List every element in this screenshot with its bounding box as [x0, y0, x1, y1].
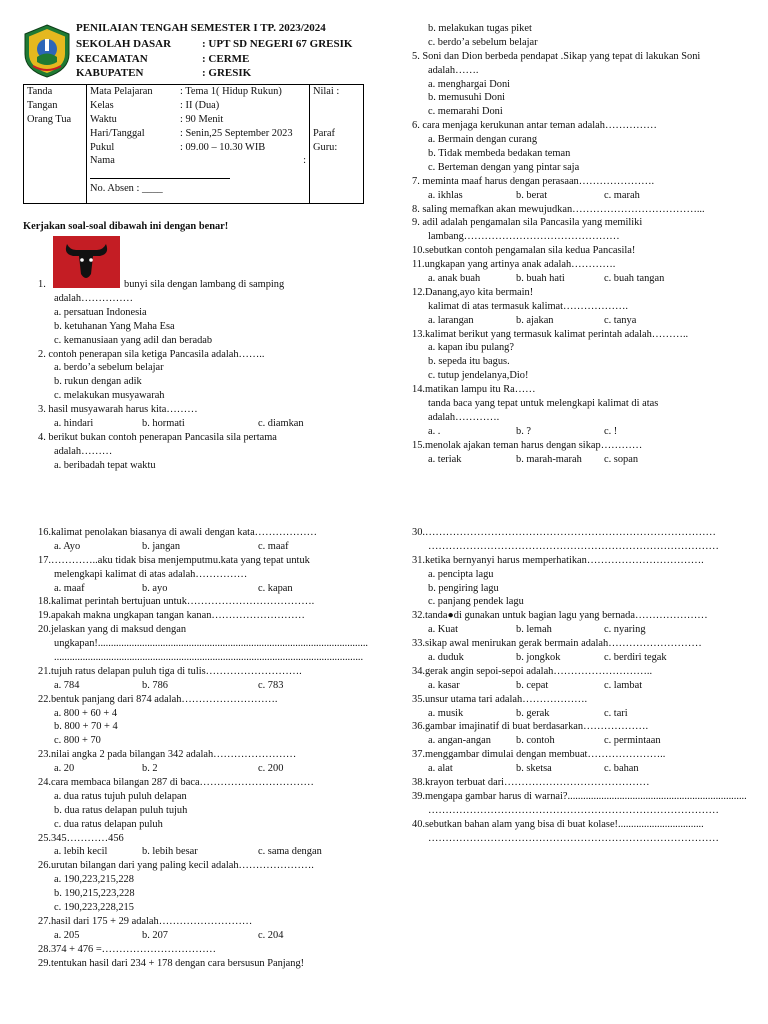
page2-left-column [38, 526, 368, 971]
answer-option: adalah……. [428, 64, 479, 76]
parent-signature-cell [24, 85, 87, 204]
detail-label: Nama [90, 155, 115, 167]
answer-option: c. sama dengan [258, 846, 322, 858]
answer-options-row [412, 623, 752, 637]
question-1-block [38, 292, 368, 473]
answer-option: c. diamkan [258, 418, 304, 430]
question-text: 23.nilai angka 2 pada bilangan 342 adalah…………………… [38, 749, 297, 761]
answer-option: c. bahan [604, 763, 639, 775]
answer-option: b. buah hati [516, 273, 565, 285]
question-text: 35.unsur utama tari adalah………………. [412, 693, 588, 705]
answer-option: a. Kuat [428, 624, 459, 636]
answer-option: c. sopan [604, 453, 639, 465]
answer-option: c. kapan [258, 582, 293, 594]
detail-label: Hari/Tanggal [90, 127, 145, 139]
question-text: 28.374 + 476 =…………………………… [38, 943, 216, 955]
detail-value: : Tema 1( Hidup Rukun) [180, 86, 282, 97]
answer-option: b. marah-marah [516, 453, 582, 465]
answer-options-row [412, 734, 752, 748]
answer-option: b. jongkok [516, 652, 561, 664]
answer-option: b. sketsa [516, 763, 552, 775]
question-text: 12.Danang,ayo kita bermain! [412, 286, 534, 298]
question-text: 13.kalimat berikut yang termasuk kalimat perintah adalah……….. [412, 328, 689, 340]
page1-right-column [412, 22, 752, 467]
answer-option: a. berdo’a sebelum belajar [54, 362, 164, 374]
exam-details-cell [87, 85, 310, 204]
answer-option: a. dua ratus tujuh puluh delapan [54, 790, 187, 802]
answer-options-row [412, 679, 752, 693]
exam-title: PENILAIAN TENGAH SEMESTER I TP. 2023/2024 [76, 22, 326, 34]
answer-option: b. melakukan tugas piket [428, 23, 532, 34]
question-text: 24.cara membaca bilangan 287 di baca…………………………… [38, 777, 314, 789]
answer-option: c. lambat [604, 679, 643, 691]
answer-option: b. lebih besar [142, 846, 198, 858]
answer-options-row [412, 314, 752, 328]
answer-options-row [412, 189, 752, 203]
question-text: 19.apakah makna ungkapan tangan kanan……………………… [38, 610, 305, 622]
question-text: 38.krayon terbuat dari…………………………………… [412, 777, 650, 789]
header-label: KECAMATAN [76, 53, 148, 65]
detail-value: : 09.00 – 10.30 WIB [180, 141, 266, 153]
instruction: Kerjakan soal-soal dibawah ini dengan benar! [23, 221, 229, 232]
header-row-district [76, 53, 376, 67]
answer-option: c. ! [604, 425, 618, 437]
answer-option: c. tutup jendelanya,Dio! [428, 370, 529, 382]
page2-right-column [412, 526, 752, 845]
question-text: 9. adil adalah pengamalan sila Pancasila yang memiliki [412, 217, 643, 229]
detail-label: Waktu [90, 113, 117, 125]
question-text: 20.jelaskan yang di maksud dengan [38, 624, 187, 636]
answer-option: b. Tidak membeda bedakan teman [428, 148, 571, 160]
answer-option: b. ayo [142, 582, 168, 594]
question-text: 7. meminta maaf harus dengan perasaan…………………. [412, 175, 655, 187]
answer-option: a. pencipta lagu [428, 568, 494, 580]
question-text: 2. contoh penerapan sila ketiga Pancasila adalah…….. [38, 348, 265, 360]
answer-option: ………………………………………………………………………… [428, 540, 719, 552]
question-text: 36.gambar imajinatif di buat berdasarkan………………. [412, 721, 649, 733]
question-text: 16.kalimat penolakan biasanya di awali dengan kata……………… [38, 527, 318, 538]
question-text: 6. cara menjaga kerukunan antar teman adalah…………… [412, 120, 657, 132]
question-text: 3. hasil musyawarah harus kita……… [38, 404, 198, 416]
answer-option: lambang……………………………………… [428, 231, 620, 243]
paraf-label: Paraf [313, 127, 335, 139]
question-text: 4. berikut bukan contoh penerapan Pancasila sila pertama [38, 431, 277, 443]
answer-option: c. kemanusiaan yang adil dan beradab [54, 334, 213, 346]
answer-option: a. angan-angan [428, 735, 491, 747]
answer-option: b. rukun dengan adik [54, 376, 142, 388]
question-text: 29.tentukan hasil dari 234 + 178 dengan cara bersusun Panjang! [38, 957, 305, 969]
answer-option: a. 800 + 60 + 4 [54, 707, 118, 719]
answer-option: a. 20 [54, 763, 75, 775]
answer-option: a. 784 [54, 679, 80, 691]
detail-value: : 90 Menit [180, 113, 224, 125]
answer-option: tanda baca yang tepat untuk melengkapi kalimat di atas [428, 398, 659, 410]
answer-option: a. teriak [428, 453, 462, 465]
absence-number: No. Absen : ____ [90, 183, 163, 195]
question-text: 11.ungkapan yang artinya anak adalah…………. [412, 259, 616, 271]
question-text: 32.tanda●di gunakan untuk bagian lagu yang bernada………………… [412, 610, 708, 622]
answer-option: a. anak buah [428, 273, 481, 285]
detail-row [90, 141, 306, 155]
detail-row [90, 113, 306, 127]
answer-option: a. kapan ibu pulang? [428, 342, 514, 354]
question-text: 37.menggambar dimulai dengan membuat………………….. [412, 749, 666, 761]
question-text: 34.gerak angin sepoi-sepoi adalah……………………….. [412, 665, 653, 677]
question-text: 17.…………..aku tidak bisa menjemputmu.kata yang tepat untuk [38, 554, 310, 566]
question-text: 33.sikap awal menirukan gerak bermain adalah……………………… [412, 638, 702, 650]
answer-option: b. pengiring lagu [428, 582, 499, 594]
answer-option: ....................................................................................................................... [54, 652, 364, 664]
answer-option: c. melakukan musyawarah [54, 390, 165, 402]
question-text: 27.hasil dari 175 + 29 adalah……………………… [38, 915, 253, 927]
answer-option: a. persatuan Indonesia [54, 306, 147, 318]
answer-options-row [412, 707, 752, 721]
answer-options-row [38, 417, 368, 431]
answer-option: c. tanya [604, 314, 637, 326]
answer-option: adalah…………. [428, 411, 500, 423]
answer-option: b. lemah [516, 624, 552, 636]
answer-option: c. 204 [258, 929, 284, 941]
answer-option: a. beribadah tepat waktu [54, 459, 156, 471]
question-text: bunyi sila dengan lambang di samping [124, 279, 285, 290]
answer-option: c. 800 + 70 [54, 735, 101, 747]
question-text: 10.sebutkan contoh pengamalan sila kedua Pancasila! [412, 245, 636, 257]
paraf-label: Guru: [313, 141, 338, 153]
answer-option: c. marah [604, 189, 640, 201]
answer-option: a. musik [428, 707, 464, 719]
answer-option: b. berat [516, 189, 548, 201]
bull-emblem [53, 236, 120, 288]
answer-option: b. ajakan [516, 314, 554, 326]
school-district-logo [23, 24, 71, 78]
answer-option: ………………………………………………………………………… [428, 832, 719, 844]
answer-option: c. Berteman dengan yang pintar saja [428, 161, 580, 173]
answer-option: a. lebih kecil [54, 846, 108, 858]
question-text: 14.matikan lampu itu Ra…… [412, 384, 536, 396]
answer-option: b. cepat [516, 679, 549, 691]
answer-option: b. 786 [142, 679, 168, 691]
answer-option: c. panjang pendek lagu [428, 596, 524, 608]
header-row-regency [76, 67, 376, 81]
question-text: 21.tujuh ratus delapan puluh tiga di tulis………………………. [38, 665, 302, 677]
answer-option: b. ? [516, 425, 532, 437]
answer-option: c. tari [604, 707, 628, 719]
answer-option: c. permintaan [604, 735, 661, 747]
detail-label: Mata Pelajaran [90, 86, 153, 97]
answer-options-row [38, 929, 368, 943]
question-text: 15.menolak ajakan teman harus dengan sikap………… [412, 439, 643, 451]
answer-option: a. hindari [54, 418, 94, 430]
detail-value: : II (Dua) [180, 99, 220, 111]
question-number: 1. [38, 279, 46, 290]
question-text: 18.kalimat perintah bertujuan untuk………………………………. [38, 596, 315, 608]
name-line [90, 168, 306, 182]
answer-option: b. 2 [142, 763, 158, 775]
detail-row [90, 127, 306, 141]
answer-option: b. gerak [516, 707, 550, 719]
answer-option: a. menghargai Doni [428, 78, 511, 90]
answer-option: c. 200 [258, 763, 284, 775]
question-text: 31.ketika bernyanyi harus memperhatikan……………………………. [412, 554, 704, 566]
answer-option: a. ikhlas [428, 189, 463, 201]
answer-options-row [412, 762, 752, 776]
answer-options-row [38, 540, 368, 554]
answer-option: a. larangan [428, 314, 474, 326]
question-continuation: adalah…………… [54, 293, 134, 304]
grade-label: Nilai : [313, 86, 340, 97]
answer-option: b. jangan [142, 540, 181, 552]
answer-option: c. berdo’a sebelum belajar [428, 36, 538, 48]
header-value: : GRESIK [202, 67, 252, 79]
answer-option: melengkapi kalimat di atas adalah…………… [54, 568, 248, 580]
answer-options-row [38, 845, 368, 859]
answer-option: c. dua ratus delapan puluh [54, 818, 163, 830]
question-continuation: adalah……… [54, 445, 113, 457]
detail-value: : [303, 155, 306, 167]
header-value: : CERME [202, 53, 250, 65]
answer-option: a. 190,223,215,228 [54, 874, 134, 886]
answer-option: a. Ayo [54, 540, 81, 552]
answer-option: c. nyaring [604, 624, 646, 636]
answer-option: b. 800 + 70 + 4 [54, 721, 118, 733]
answer-options-row [412, 425, 752, 439]
header-row-school [76, 38, 376, 52]
detail-label: Kelas [90, 99, 114, 111]
answer-options-row [412, 453, 752, 467]
answer-option: b. hormati [142, 418, 185, 430]
answer-options-row [38, 679, 368, 693]
answer-option: a. 205 [54, 929, 80, 941]
answer-option: c. maaf [258, 540, 289, 552]
question-text: 39.mengapa gambar harus di warnai?..................................................................... [412, 790, 747, 802]
detail-row [90, 154, 306, 168]
answer-option: b. 190,215,223,228 [54, 888, 135, 900]
answer-option: a. alat [428, 763, 453, 775]
answer-option: c. berdiri tegak [604, 652, 667, 664]
answer-options-row [38, 582, 368, 596]
detail-row [90, 99, 306, 113]
question-text: 8. saling memafkan akan mewujudkan………………………………... [412, 203, 705, 215]
question-text: 25.345…………456 [38, 832, 124, 844]
header-label: SEKOLAH DASAR [76, 38, 172, 50]
answer-option: ………………………………………………………………………… [428, 804, 719, 816]
question-text: 26.urutan bilangan dari yang paling kecil adalah…………………. [38, 860, 314, 872]
cell-line: Orang Tua [27, 113, 72, 125]
header-label: KABUPATEN [76, 67, 144, 79]
answer-options-row [412, 272, 752, 286]
cell-line: Tangan [27, 99, 58, 111]
answer-option: b. dua ratus delapan puluh tujuh [54, 804, 188, 816]
answer-option: c. 783 [258, 679, 284, 691]
header-value: : UPT SD NEGERI 67 GRESIK [202, 38, 353, 50]
answer-options-row [412, 651, 752, 665]
detail-row [90, 85, 306, 99]
student-info-table [23, 84, 364, 204]
question-text: 22.bentuk panjang dari 874 adalah………………………. [38, 693, 278, 705]
answer-options-row [38, 762, 368, 776]
answer-option: b. 207 [142, 929, 168, 941]
answer-option: ungkapan!........................................................................................................ [54, 638, 369, 650]
answer-option: kalimat di atas termasuk kalimat………………. [428, 300, 628, 312]
question-text: 5. Soni dan Dion berbeda pendapat .Sikap yang tepat di lakukan Soni [412, 50, 701, 62]
answer-option: c. memarahi Doni [428, 106, 503, 118]
answer-option: a. maaf [54, 582, 85, 594]
grade-cell [310, 85, 364, 204]
cell-line: Tanda [27, 86, 53, 97]
answer-option: a. duduk [428, 652, 464, 664]
answer-option: b. memusuhi Doni [428, 92, 506, 104]
answer-option: a. . [428, 425, 441, 437]
answer-option: a. kasar [428, 679, 460, 691]
detail-value: : Senin,25 September 2023 [180, 127, 293, 139]
question-text: 40.sebutkan bahan alam yang bisa di buat kolase!................................. [412, 818, 704, 830]
answer-option: b. sepeda itu bagus. [428, 356, 510, 368]
answer-option: b. contoh [516, 735, 555, 747]
question-text: 30.………………………………………………………………………… [412, 527, 716, 538]
answer-option: a. Bermain dengan curang [428, 134, 538, 146]
answer-option: c. buah tangan [604, 273, 665, 285]
answer-option: b. ketuhanan Yang Maha Esa [54, 320, 175, 332]
detail-label: Pukul [90, 141, 115, 153]
answer-option: c. 190,223,228,215 [54, 902, 134, 914]
